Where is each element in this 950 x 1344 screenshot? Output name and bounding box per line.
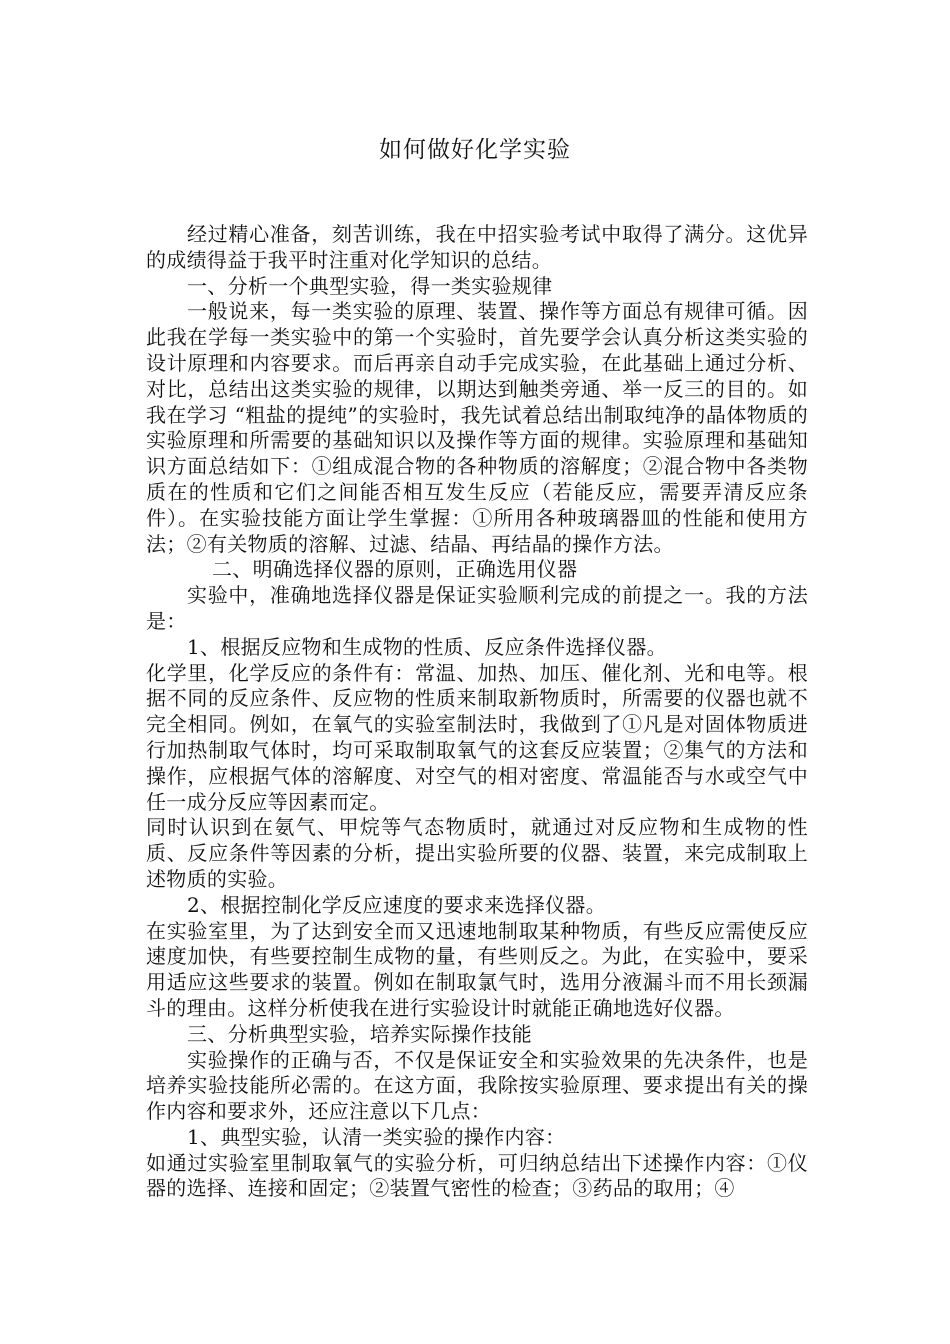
subheading-2-1: 1、根据反应物和生成物的性质、反应条件选择仪器。 [187, 634, 667, 659]
subheading-3-1: 1、典型实验，认清一类实验的操作内容： [187, 1124, 566, 1149]
heading-section-1: 一、分析一个典型实验，得一类实验规律 [187, 273, 553, 298]
document-body [146, 222, 808, 1202]
heading-section-3: 三、分析典型实验，培养实际操作技能 [187, 1021, 533, 1046]
paragraph-section-2-intro: 实验中，准确地选择仪器是保证实验顺利完成的前提之一。我的方法是： [146, 583, 808, 633]
heading-section-2: 二、明确选择仪器的原则，正确选用仪器 [212, 557, 578, 582]
paragraph-intro: 经过精心准备，刻苦训练，我在中招实验考试中取得了满分。这优异的成绩得益于我平时注重对化学知识的总结。 [146, 222, 808, 272]
document-title: 如何做好化学实验 [379, 137, 571, 163]
paragraph-3-1: 如通过实验室里制取氧气的实验分析，可归纳总结出下述操作内容：①仪器的选择、连接和固定；②装置气密性的检查；③药品的取用；④ [146, 1150, 808, 1201]
subheading-2-2: 2、根据控制化学反应速度的要求来选择仪器。 [187, 892, 607, 917]
paragraph-section-1: 一般说来，每一类实验的原理、装置、操作等方面总有规律可循。因此我在学每一类实验中的第一个实验时，首先要学会认真分析这类实验的设计原理和内容要求。而后再亲自动手完成实验，在此基础上通过分析、对比，总结出这类实验的规律，以期达到触类旁通、举一反三的目的。如我在学习 “粗盐的提纯”的实验时，我先试着总结出制取纯净的晶体物质的实验原理和所需要的基础知识以及操作等方面的规律。实验原理和基础知识方面总结如下：①组成混合物的各种物质的溶解度；②混合物中各类物质在的性质和它们之间能否相互发生反应（若能反应，需要弄清反应条件）。在实验技能方面让学生掌握：①所用各种玻璃器皿的性能和使用方法；②有关物质的溶解、过滤、结晶、再结晶的操作方法。 [146, 299, 808, 556]
paragraph-2-1-a: 化学里，化学反应的条件有：常温、加热、加压、催化剂、光和电等。根据不同的反应条件、反应物的性质来制取新物质时，所需要的仪器也就不完全相同。例如，在氧气的实验室制法时，我做到了①凡是对固体物质进行加热制取气体时，均可采取制取氧气的这套反应装置；②集气的方法和操作，应根据气体的溶解度、对空气的相对密度、常温能否与水或空气中任一成分反应等因素而定。 [146, 660, 808, 814]
paragraph-2-2: 在实验室里，为了达到安全而又迅速地制取某种物质，有些反应需使反应速度加快，有些要控制生成物的量，有些则反之。为此，在实验中，要采用适应这些要求的装置。例如在制取氯气时，选用分液漏斗而不用长颈漏斗的理由。这样分析使我在进行实验设计时就能正确地选好仪器。 [146, 918, 808, 1020]
paragraph-2-1-b: 同时认识到在氨气、甲烷等气态物质时，就通过对反应物和生成物的性质、反应条件等因素的分析，提出实验所要的仪器、装置，来完成制取上述物质的实验。 [146, 815, 808, 891]
paragraph-section-3-intro: 实验操作的正确与否，不仅是保证安全和实验效果的先决条件，也是培养实验技能所必需的。在这方面，我除按实验原理、要求提出有关的操作内容和要求外，还应注意以下几点： [146, 1047, 808, 1124]
